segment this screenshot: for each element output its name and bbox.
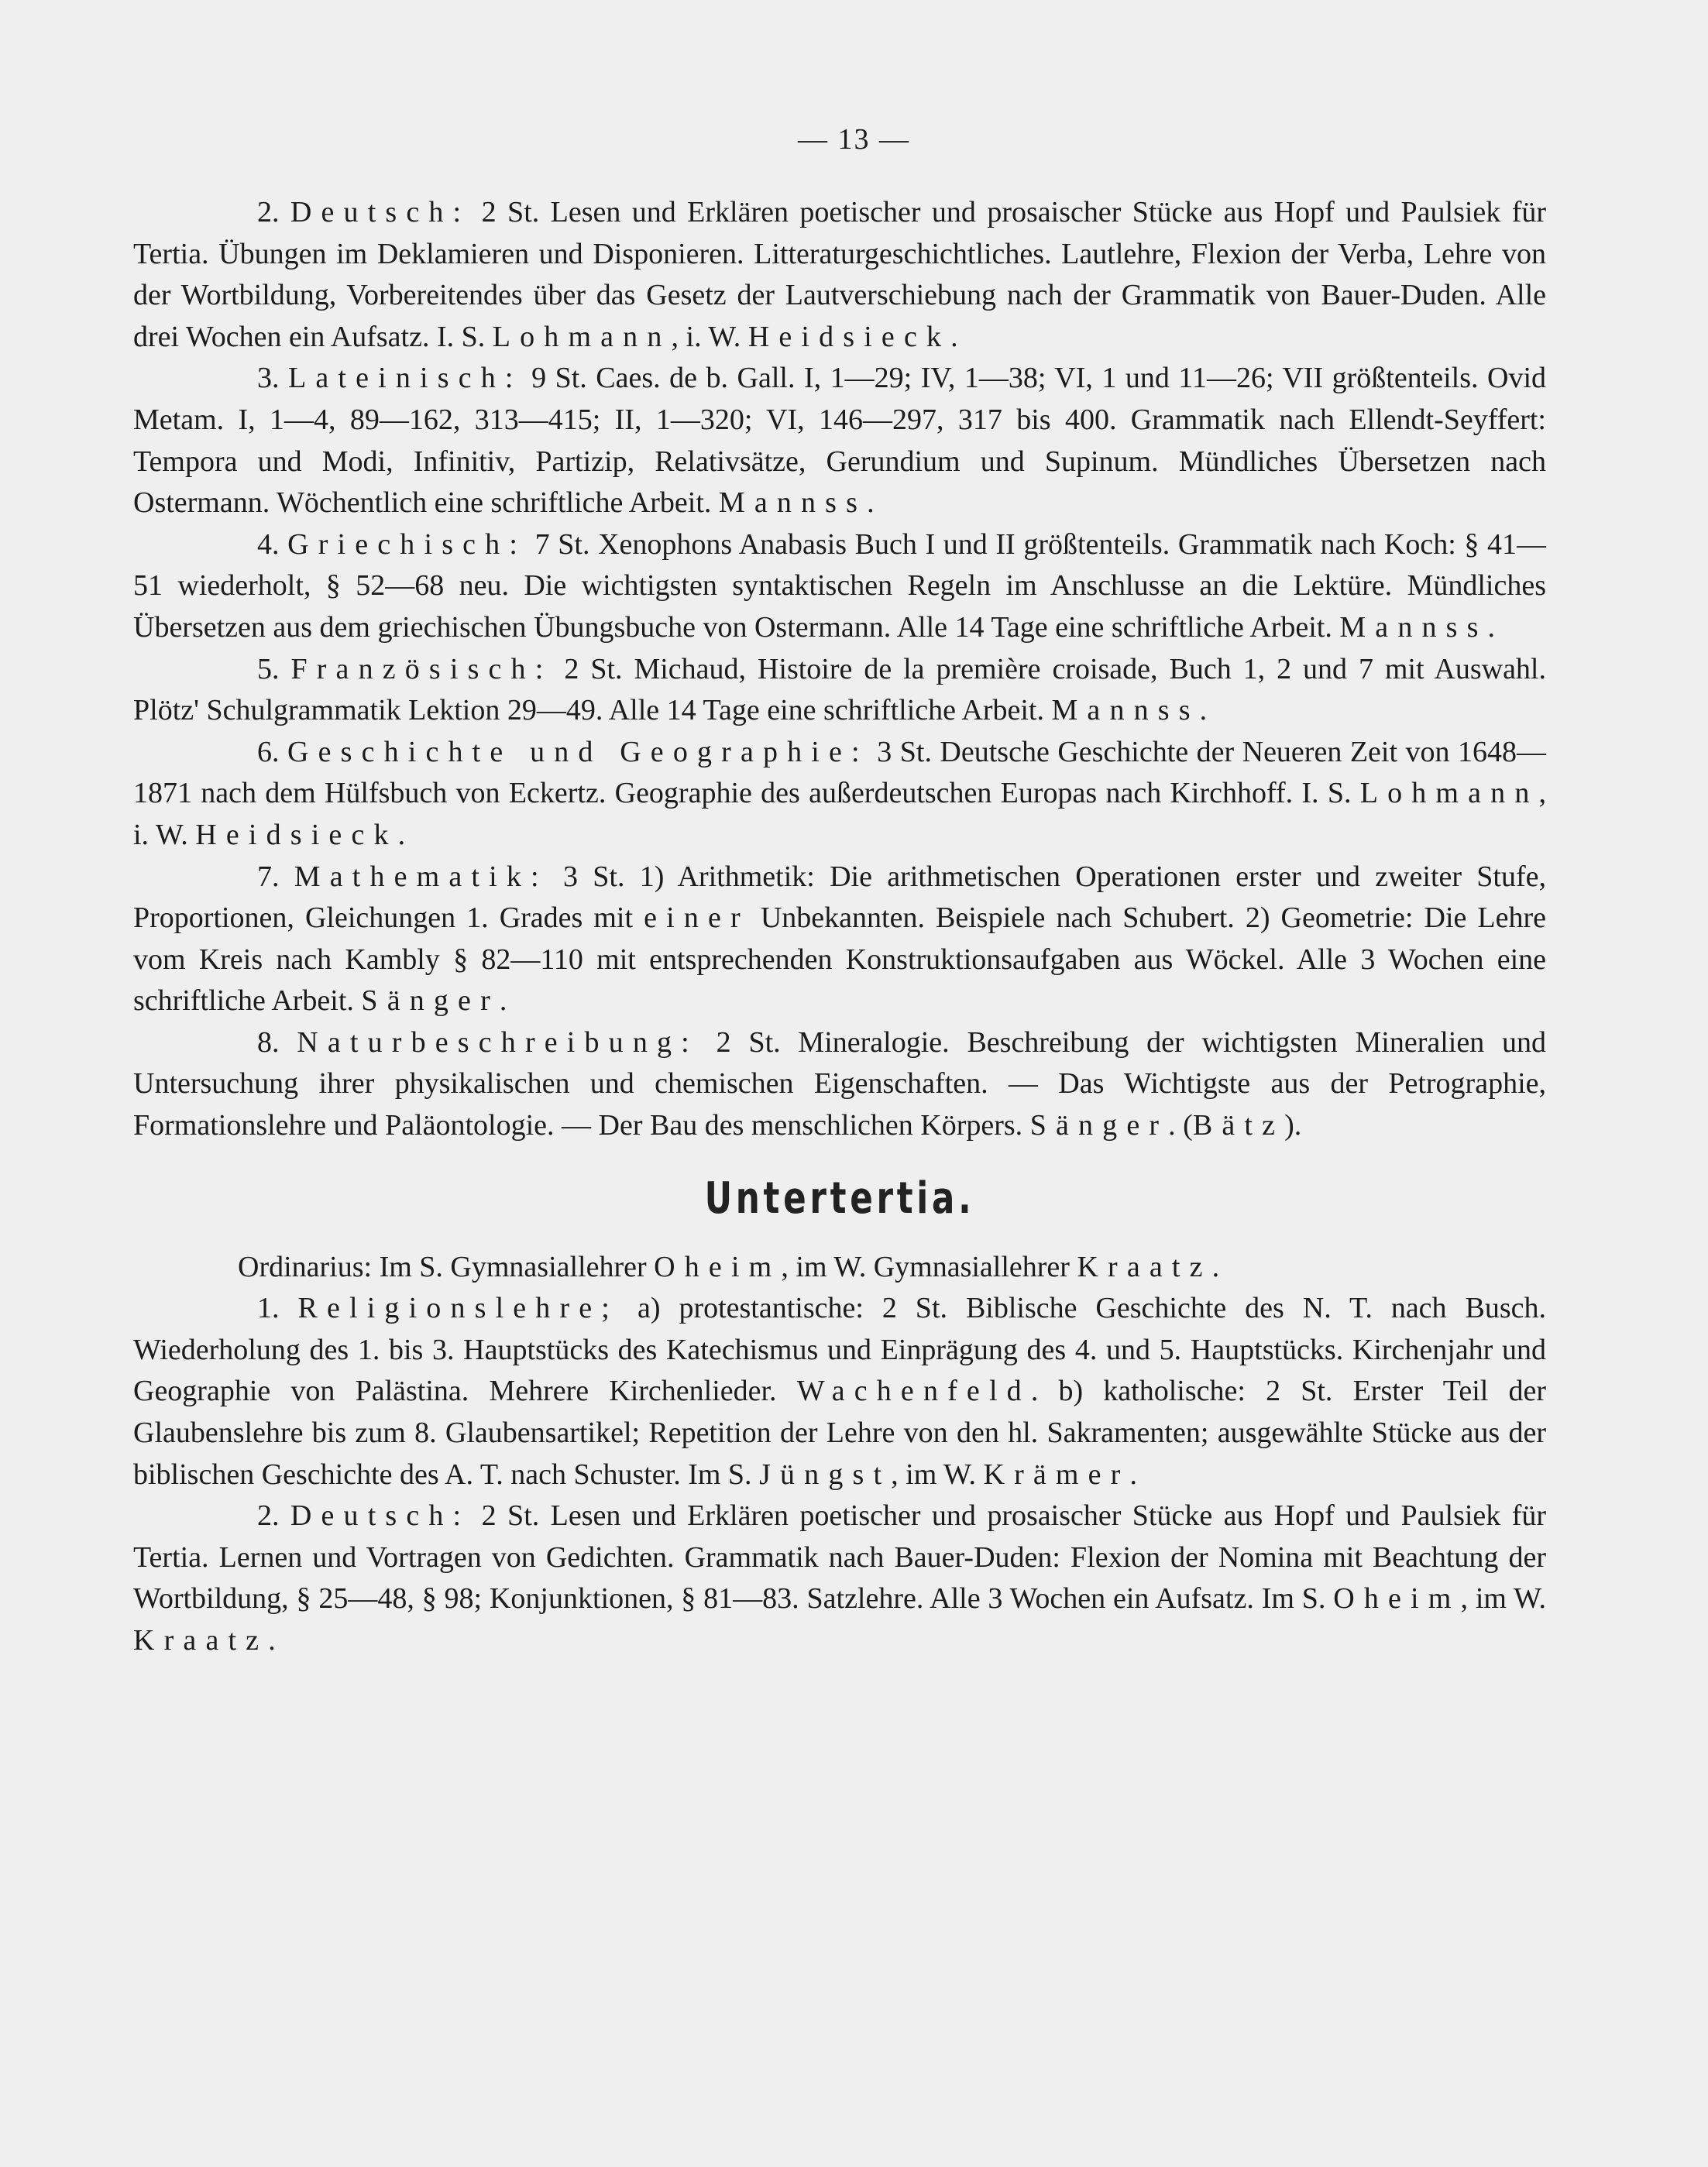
- subject-label: Deutsch:: [290, 196, 471, 228]
- teacher-name: Sänger: [361, 984, 500, 1018]
- item-text: , i. W.: [671, 320, 748, 353]
- subject-label: Griechisch:: [287, 527, 528, 561]
- item-number: 7.: [257, 860, 280, 893]
- item-number: 2.: [257, 196, 280, 228]
- item-number: 6.: [257, 735, 280, 768]
- item-text: 9 St. Caes. de b. Gall. I, 1—29; IV, 1—38; VI, 1 und 11—26; VII größtenteils. Ovid Metam. I, 1—4, 89—162, 313—415; II, 1—320; VI, 146—297, 317 bis 400. Grammatik nach Ellendt-Seyffert: Tempora und Modi, Infinitiv, Partizip, Relativsätze, Gerundium und Supinum. Mündliches Übersetzen nach Ostermann. Wöchentlich eine schriftliche Arbeit.: [133, 362, 1547, 520]
- paragraph-latein-ot: [133, 358, 1546, 524]
- item-text: 2 St. Mineralogie. Beschreibung der wichtigsten Mineralien und Untersuchung ihrer physikalischen und chemischen Eigenschaften. — Das Wichtigste aus der Petrographie, Formationslehre und Paläontologie. — Der Bau des menschlichen Körpers.: [133, 1025, 1546, 1142]
- teacher-name: Mannss: [718, 486, 868, 520]
- teacher-name: Heidsieck: [195, 818, 398, 851]
- item-number: 8.: [257, 1025, 280, 1059]
- teacher-name: Krämer: [983, 1458, 1130, 1491]
- teacher-name: Mannss: [1051, 694, 1200, 727]
- paragraph-deutsch-ut: [133, 1496, 1546, 1661]
- teacher-name: Kraatz: [1077, 1250, 1212, 1283]
- item-text: 2 St. Lesen und Erklären poetischer und prosaischer Stücke aus Hopf und Paulsiek für Tertia. Übungen im Deklamieren und Disponieren. Litteraturgeschichtliches. Lautlehre, Flexion der Verba, Lehre von der Wortbildung, Vorbereitendes über das Gesetz der Lautverschiebung nach der Grammatik von Bauer-Duden. Alle drei Wochen ein Aufsatz. I. S.: [133, 196, 1547, 353]
- paragraph-franzoesisch-ot: [133, 649, 1546, 732]
- item-number: 4.: [257, 527, 280, 561]
- item-text: .: [268, 1624, 276, 1657]
- teacher-name: Bätz: [1192, 1109, 1285, 1142]
- teacher-name: Lohmann: [1359, 777, 1539, 810]
- subject-label: Mathematik:: [294, 860, 548, 893]
- subject-label: Naturbeschreibung:: [297, 1025, 699, 1059]
- ordinarius-line: [133, 1247, 1546, 1289]
- item-text: . b) katholische: 2 St. Erster Teil der Glaubenslehre bis zum 8. Glaubensartikel; Repetition der Lehre von den hl. Sakramenten; ausgewählte Stücke aus der biblischen Geschichte des A. T. nach Schuster. Im S.: [133, 1375, 1546, 1491]
- page-number: — 13 —: [798, 123, 910, 156]
- subject-label: Lateinisch:: [288, 362, 523, 395]
- item-text: Ordinarius: Im S. Gymnasiallehrer: [238, 1250, 655, 1283]
- item-text: 2 St. Michaud, Histoire de la première croisade, Buch 1, 2 und 7 mit Auswahl. Plötz' Schulgrammatik Lektion 29—49. Alle 14 Tage eine schriftliche Arbeit.: [133, 652, 1546, 727]
- item-text: .: [1129, 1458, 1137, 1491]
- teacher-name: Oheim: [654, 1250, 782, 1283]
- teacher-name: Mannss: [1339, 610, 1488, 644]
- teacher-name: Oheim: [1333, 1582, 1461, 1616]
- teacher-name: Lohmann: [492, 320, 672, 353]
- paragraph-mathematik-ot: [133, 857, 1546, 1022]
- item-text: , im W. Gymnasiallehrer: [781, 1250, 1077, 1283]
- item-text: , im W.: [1460, 1582, 1546, 1616]
- subject-label: Religionslehre;: [297, 1292, 620, 1325]
- item-text: ).: [1284, 1109, 1302, 1142]
- teacher-name: Kraatz: [133, 1624, 269, 1657]
- subject-label: Deutsch:: [290, 1499, 471, 1533]
- item-text: 3 St. Deutsche Geschichte der Neueren Zeit von 1648—1871 nach dem Hülfsbuch von Eckertz. Geographie des außerdeutschen Europas nach Kirchhoff. I. S.: [133, 735, 1546, 810]
- text-column: [133, 192, 1546, 1662]
- teacher-name: Wachenfeld: [796, 1375, 1031, 1408]
- item-text: , im W.: [891, 1458, 984, 1491]
- paragraph-deutsch-ot: [133, 192, 1546, 358]
- section-heading: Untertertia.: [704, 1173, 975, 1224]
- teacher-name: Sänger: [1029, 1109, 1169, 1142]
- item-text: .: [397, 818, 406, 851]
- item-text: .: [1487, 610, 1496, 644]
- item-text: .: [499, 984, 507, 1018]
- item-text: .: [1211, 1250, 1220, 1283]
- item-text: 7 St. Xenophons Anabasis Buch I und II größtenteils. Grammatik nach Koch: § 41—51 wiederholt, § 52—68 neu. Die wichtigsten syntaktischen Regeln im Anschlusse an die Lektüre. Mündliches Übersetzen aus dem griechischen Übungsbuche von Ostermann. Alle 14 Tage eine schriftliche Arbeit.: [133, 527, 1546, 644]
- teacher-name: Heidsieck: [747, 320, 951, 353]
- item-number: 5.: [257, 652, 280, 685]
- item-text: , i. W.: [133, 777, 1546, 851]
- paragraph-religion-ut: [133, 1288, 1546, 1496]
- item-text: 3 St. 1) Arithmetik: Die arithmetischen Operationen erster und zweiter Stufe, Proportionen, Gleichungen 1. Grades mit: [133, 860, 1547, 935]
- item-text: .: [950, 320, 958, 353]
- paragraph-geschichte-ot: [133, 732, 1546, 857]
- item-text: Unbekannten. Beispiele nach Schubert. 2) Geometrie: Die Lehre vom Kreis nach Kambly § 82—110 mit entsprechenden Konstruktionsaufgaben aus Wöckel. Alle 3 Wochen eine schriftliche Arbeit.: [133, 901, 1547, 1018]
- item-number: 3.: [257, 362, 280, 395]
- emphasis-text: einer: [644, 901, 750, 935]
- item-text: .: [1199, 694, 1208, 727]
- item-text: 2 St. Lesen und Erklären poetischer und prosaischer Stücke aus Hopf und Paulsiek für Tertia. Lernen und Vortragen von Gedichten. Grammatik nach Bauer-Duden: Flexion der Nomina mit Beachtung der Wortbildung, § 25—48, § 98; Konjunktionen, § 81—83. Satzlehre. Alle 3 Wochen ein Aufsatz. Im S.: [133, 1499, 1547, 1616]
- paragraph-griechisch-ot: [133, 524, 1546, 649]
- teacher-name: Jüngst: [759, 1458, 892, 1491]
- item-text: .: [867, 486, 875, 520]
- item-number: 2.: [257, 1499, 280, 1533]
- item-number: 1.: [257, 1292, 280, 1325]
- item-text: . (: [1168, 1109, 1193, 1142]
- subject-label: Geschichte und Geographie:: [287, 735, 869, 768]
- item-text: a) protestantische: 2 St. Biblische Geschichte des N. T. nach Busch. Wiederholung des 1. bis 3. Hauptstücks des Katechismus und Einprägung des 4. und 5. Hauptstücks. Kirchenjahr und Geographie von Palästina. Mehrere Kirchenlieder.: [133, 1292, 1546, 1408]
- paragraph-naturbeschreibung-ot: [133, 1022, 1546, 1147]
- subject-label: Französisch:: [290, 652, 553, 685]
